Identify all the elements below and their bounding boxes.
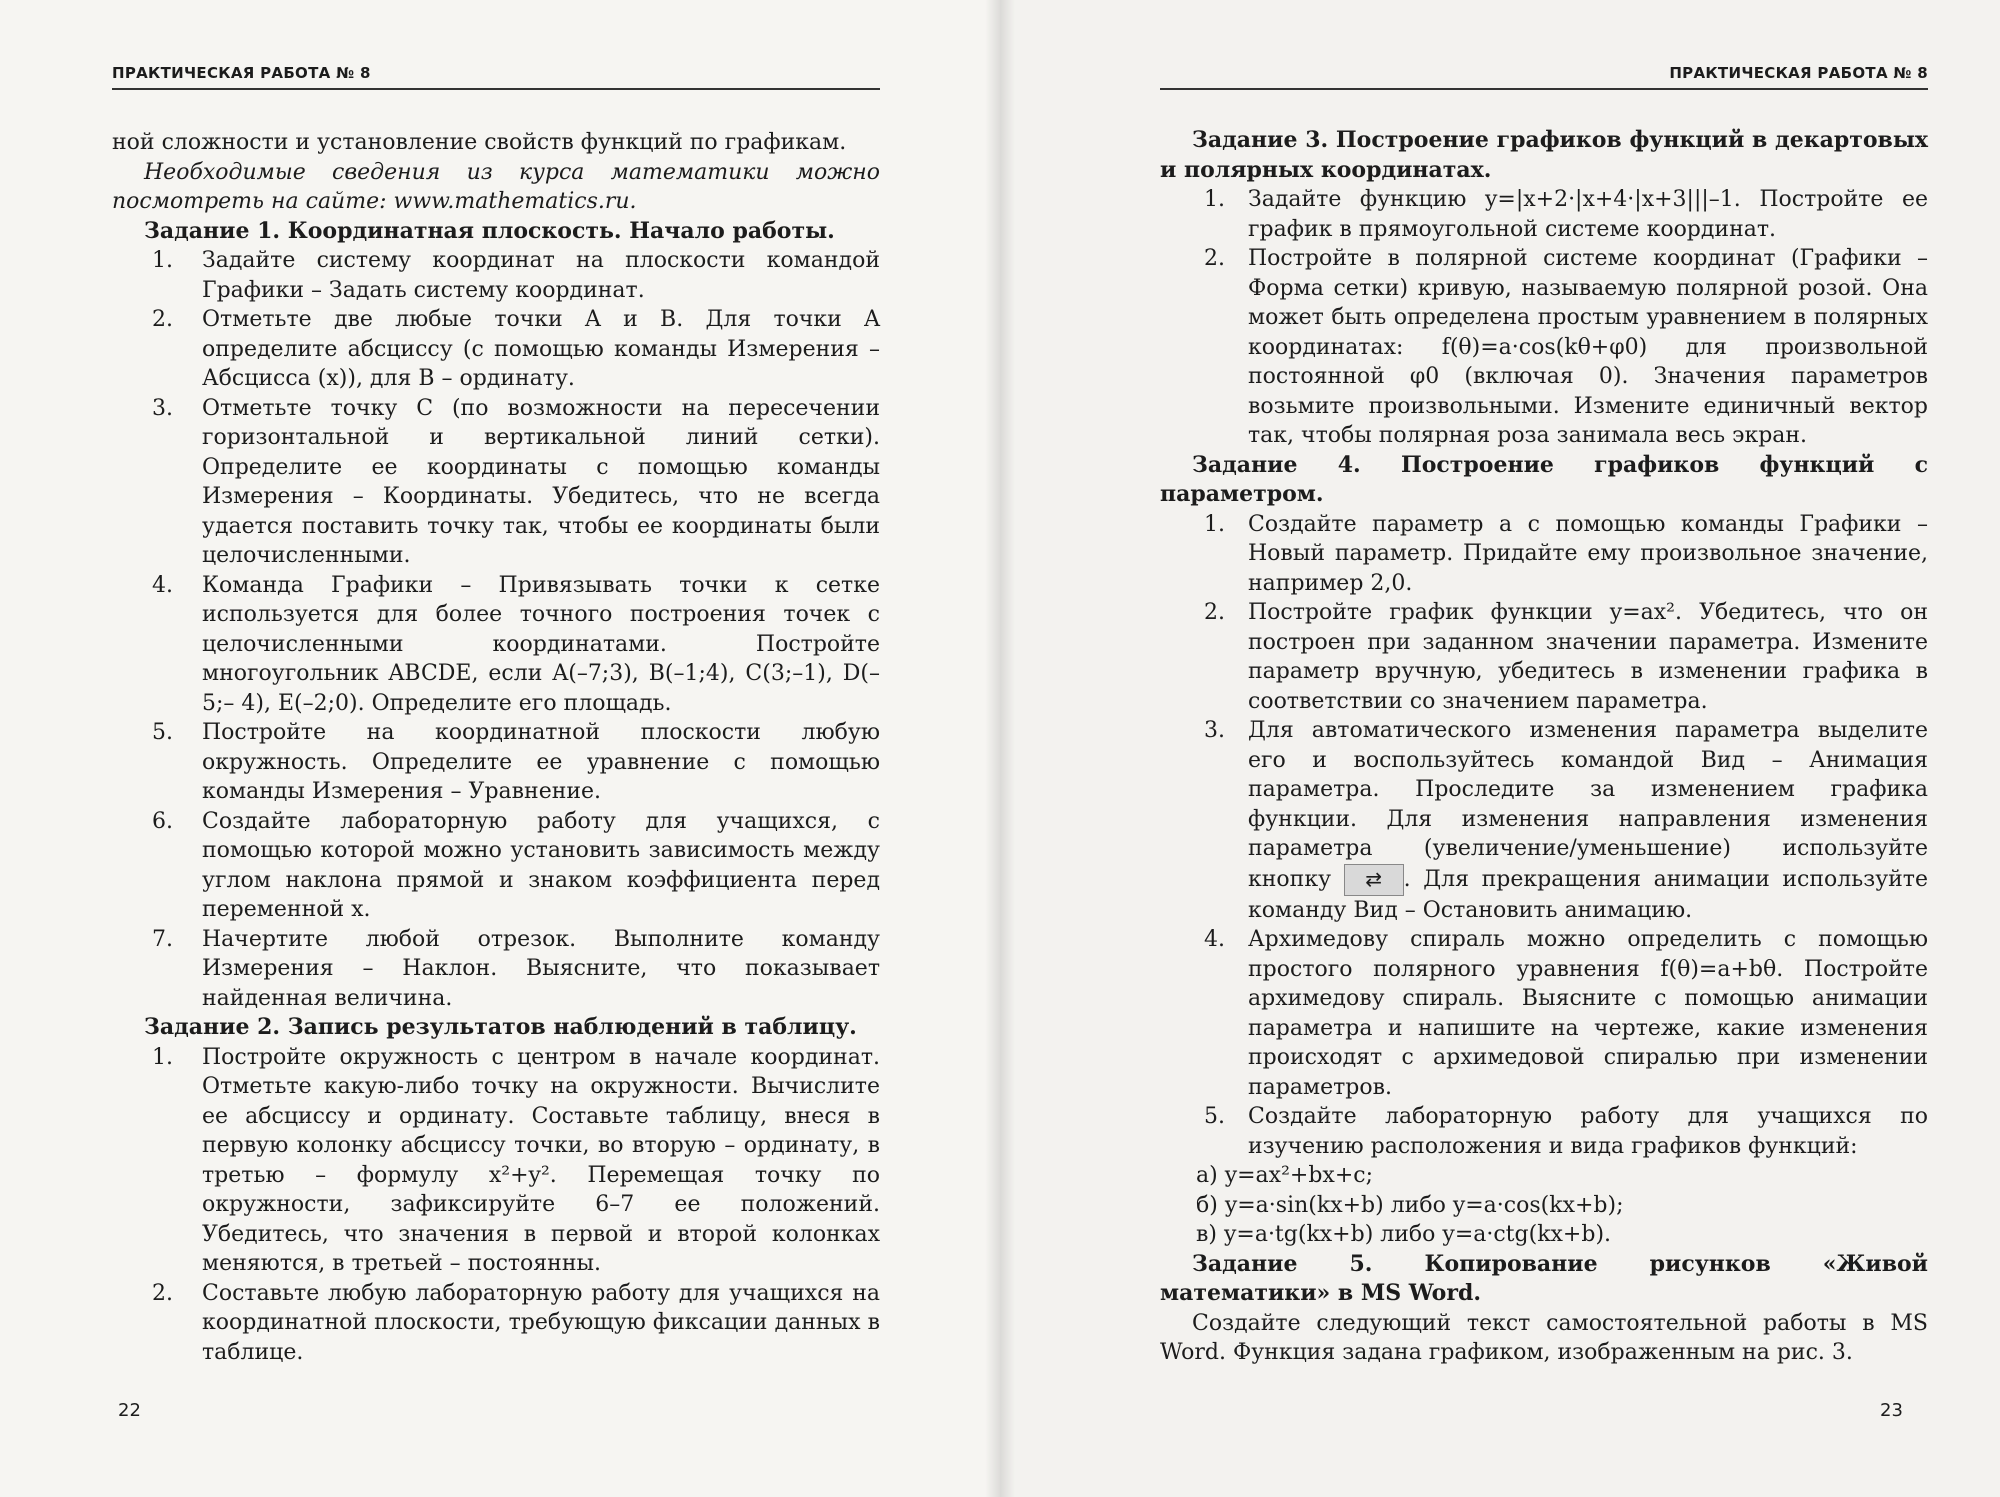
list-item xyxy=(112,394,880,571)
list-item xyxy=(112,1279,880,1368)
item-number: 2. xyxy=(1204,246,1225,271)
list-item xyxy=(1160,716,1928,925)
item-text: Отметьте точку C (по возможности на пересечении горизонтальной и вертикальной линий сетки). Определите ее координаты с помощью команды Измерения – Координаты. Убедитесь, что не всегда удается поставить точку так, чтобы ее координаты были целочисленными. xyxy=(202,395,880,568)
item-text: Постройте окружность с центром в начале координат. Отметьте какую-либо точку на окружности. Вычислите ее абсциссу и ординату. Составьте таблицу, внеся в первую колонку абсциссу точки, во вторую – ординату, в третью – формулу x²+y². Перемещая точку по окружности, зафиксируйте 6–7 ее положений. Убедитесь, что значения в первой и второй колонках меняются, в третьей – постоянны. xyxy=(202,1044,880,1276)
note-text: Необходимые сведения из курса математики можно посмотреть на сайте: www.mathematics.ru. xyxy=(112,159,880,214)
list-item xyxy=(1160,598,1928,716)
item-number: 1. xyxy=(152,248,173,273)
function-options xyxy=(1160,1161,1928,1250)
list-item xyxy=(112,571,880,719)
item-number: 3. xyxy=(152,395,173,421)
item-text: Постройте в полярной системе координат (Графики – Форма сетки) кривую, называемую полярной розой. Она может быть определена простым уравнением в полярных координатах: f(θ)=a·cos(kθ+φ0) для произвольной постоянной φ0 (включая 0). Значения параметров возьмите произвольными. Измените единичный вектор так, чтобы полярная роза занимала весь экран. xyxy=(1248,246,1928,448)
item-text-after-button: . Для прекращения анимации используйте команду Вид – Остановить анимацию. xyxy=(1248,866,1929,923)
task1-list xyxy=(112,246,880,1013)
task3-list xyxy=(1160,185,1928,451)
item-number: 2. xyxy=(152,1280,173,1306)
item-number: 2. xyxy=(1204,600,1225,625)
option-a: а) y=ax²+bx+c; xyxy=(1196,1163,1373,1188)
item-number: 7. xyxy=(152,926,173,952)
task3-title: Задание 3. Построение графиков функций в декартовых и полярных координатах. xyxy=(1160,127,1928,183)
item-number: 4. xyxy=(152,572,173,598)
reverse-direction-button-icon: ⇄ xyxy=(1344,864,1404,896)
list-item xyxy=(1160,925,1928,1102)
item-number: 1. xyxy=(1204,511,1225,537)
right-page-content xyxy=(1160,126,1928,1368)
item-text: Постройте график функции y=ax². Убедитесь, что он построен при заданном значении параметра. Измените параметр вручную, убедитесь в изменении графика в соответствии со значением параметра. xyxy=(1248,600,1928,714)
item-text: Архимедову спираль можно определить с помощью простого полярного уравнения f(θ)=a+bθ. Постройте архимедову спираль. Выясните с помощью анимации параметра и напишите на чертеже, какие изменения происходят с архимедовой спиралью при изменении параметров. xyxy=(1248,927,1928,1100)
task2-list xyxy=(112,1043,880,1368)
item-number: 3. xyxy=(1204,718,1225,743)
item-text-before-button: Для автоматического изменения параметра выделите его и воспользуйтесь командой Вид – Анимация параметра. Проследите за изменением графика функции. Для изменения направления изменения параметра (увеличение/уменьшение) используйте кнопку xyxy=(1248,718,1928,892)
list-item xyxy=(1160,1102,1928,1161)
item-text: Создайте лабораторную работу для учащихся, с помощью которой можно установить зависимость между углом наклона прямой и знаком коэффициента перед переменной x. xyxy=(202,808,880,922)
item-number: 5. xyxy=(152,720,173,745)
right-page xyxy=(1000,0,2000,1497)
item-number: 5. xyxy=(1204,1104,1225,1129)
option-b: б) y=a·sin(kx+b) либо y=a·cos(kx+b); xyxy=(1196,1192,1624,1218)
item-number: 1. xyxy=(1204,187,1225,212)
item-text: Создайте параметр a с помощью команды Графики – Новый параметр. Придайте ему произвольное значение, например 2,0. xyxy=(1248,511,1928,596)
note-paragraph xyxy=(112,158,880,217)
list-item xyxy=(112,246,880,305)
page-number-right: 23 xyxy=(1880,1400,1903,1421)
item-number: 4. xyxy=(1204,927,1225,952)
list-item xyxy=(112,1043,880,1279)
option-c: в) y=a·tg(kx+b) либо y=a·ctg(kx+b). xyxy=(1196,1222,1612,1247)
item-number: 6. xyxy=(152,808,173,834)
left-page-content xyxy=(112,128,880,1367)
item-text: Начертите любой отрезок. Выполните команду Измерения – Наклон. Выясните, что показывает найденная величина. xyxy=(202,926,880,1011)
list-item xyxy=(1160,185,1928,244)
task1-title: Задание 1. Координатная плоскость. Начало работы. xyxy=(144,217,835,244)
book-gutter-shadow xyxy=(985,0,1015,1497)
item-text: Задайте функцию y=|x+2·|x+4·|x+3|||–1. Постройте ее график в прямоугольной системе координат. xyxy=(1248,187,1928,242)
list-item xyxy=(112,305,880,394)
task5-text: Создайте следующий текст самостоятельной работы в MS Word. Функция задана графиком, изображенным на рис. 3. xyxy=(1160,1310,1928,1365)
item-text: Создайте лабораторную работу для учащихся по изучению расположения и вида графиков функций: xyxy=(1248,1104,1928,1159)
list-item xyxy=(112,925,880,1014)
item-text: Отметьте две любые точки A и B. Для точки A определите абсциссу (с помощью команды Измерения – Абсцисса (x)), для B – ординату. xyxy=(202,307,880,391)
item-text: Команда Графики – Привязывать точки к сетке используется для более точного построения точек с целочисленными координатами. Постройте многоугольник ABCDE, если A(–7;3), B(–1;4), C(3;–1), D(–5;– 4), E(–2;0). Определите его площадь. xyxy=(202,572,880,716)
item-text: Составьте любую лабораторную работу для учащихся на координатной плоскости, требующую фиксации данных в таблице. xyxy=(202,1280,880,1365)
list-item xyxy=(112,718,880,807)
list-item xyxy=(1160,510,1928,599)
item-number: 2. xyxy=(152,307,173,332)
page-number-left: 22 xyxy=(118,1400,141,1421)
running-head-right: ПРАКТИЧЕСКАЯ РАБОТА № 8 xyxy=(1160,64,1928,90)
task4-list xyxy=(1160,510,1928,1162)
task4-title: Задание 4. Построение графиков функций с параметром. xyxy=(1160,451,1928,507)
item-text: Постройте на координатной плоскости любую окружность. Определите ее уравнение с помощью команды Измерения – Уравнение. xyxy=(202,720,880,804)
list-item xyxy=(1160,244,1928,451)
running-head-left: ПРАКТИЧЕСКАЯ РАБОТА № 8 xyxy=(112,64,880,90)
item-number: 1. xyxy=(152,1044,173,1070)
intro-line: ной сложности и установление свойств функций по графикам. xyxy=(112,130,847,155)
item-text: Задайте систему координат на плоскости командой Графики – Задать систему координат. xyxy=(202,248,880,303)
list-item xyxy=(112,807,880,925)
task5-title: Задание 5. Копирование рисунков «Живой математики» в MS Word. xyxy=(1160,1250,1928,1306)
task2-title: Задание 2. Запись результатов наблюдений в таблицу. xyxy=(144,1014,857,1040)
